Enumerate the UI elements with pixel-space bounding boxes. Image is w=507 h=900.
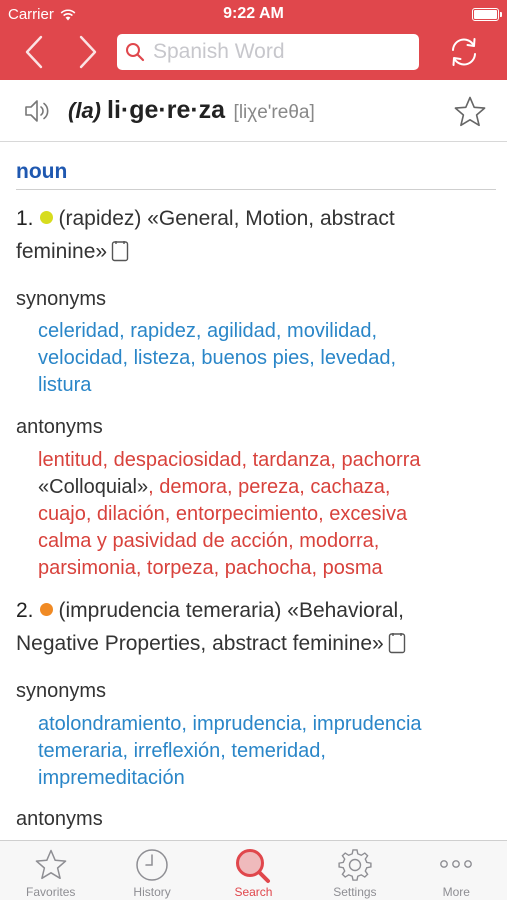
back-button[interactable] [16,34,52,70]
search-icon [125,42,145,62]
antonyms-label: antonyms [16,808,103,830]
synonyms-label: synonyms [16,288,107,310]
note-icon [388,632,406,654]
entry-header [0,80,507,142]
tab-label: More [442,885,470,899]
gear-icon [338,848,372,882]
antonyms-label: antonyms [16,416,103,438]
pronunciation: [liχe'reθa] [233,102,315,123]
tab-label: Search [234,885,273,899]
headword: li·ge·re·za [107,96,226,124]
search-icon [235,848,271,884]
sense-2 [16,594,486,664]
more-icon [438,848,474,882]
tab-label: Settings [333,885,377,899]
sense-number: 1. [16,207,34,230]
tab-bar [0,840,507,900]
status-bar [0,0,507,28]
tab-search[interactable] [203,841,304,900]
antonym-line[interactable]: , demora, pereza, cachaza, [148,476,391,498]
search-input[interactable] [153,40,403,64]
category-dot-icon [40,211,53,224]
refresh-button[interactable] [446,34,482,70]
refresh-icon [447,35,481,69]
note-button[interactable] [388,631,406,664]
star-icon [453,95,487,129]
sense-1 [16,202,486,272]
status-time: 9:22 AM [223,5,284,22]
antonym-line[interactable]: cuajo, dilación, entorpecimiento, excesiva [38,503,408,525]
headword-line [68,96,315,125]
synonym-line[interactable]: impremeditación [38,767,185,789]
tab-settings[interactable] [304,841,405,900]
speaker-icon [22,96,52,126]
article: (la) [68,98,101,123]
chevron-right-icon [77,35,99,69]
tab-label: Favorites [26,885,76,899]
carrier-label: Carrier [8,6,54,23]
favorite-button[interactable] [453,95,487,134]
search-field[interactable] [117,34,419,70]
navigation-header [0,0,507,80]
forward-button[interactable] [70,34,106,70]
tab-history[interactable] [101,841,202,900]
definition-content[interactable] [0,142,507,840]
synonym-line[interactable]: velocidad, listeza, buenos pies, levedad, [38,347,397,369]
sense-text-cont: Negative Properties, abstract feminine» [16,632,384,655]
antonyms-list[interactable] [38,447,490,582]
part-of-speech: noun [16,160,68,183]
pronounce-button[interactable] [22,96,52,131]
tab-more[interactable] [406,841,507,900]
battery-icon [472,8,499,21]
sense-text: (rapidez) «General, Motion, abstract [58,207,395,230]
sense-text: (imprudencia temeraria) «Behavioral, [58,599,405,622]
star-icon [34,848,68,882]
nav-bar [0,30,507,76]
antonym-line[interactable]: parsimonia, torpeza, pachocha, posma [38,557,383,579]
antonym-line[interactable]: calma y pasividad de acción, modorra, [38,530,380,552]
tab-label: History [133,885,171,899]
clock-icon [135,848,169,882]
synonym-line[interactable]: celeridad, rapidez, agilidad, movilidad, [38,320,378,342]
category-dot-icon [40,603,53,616]
synonyms-list[interactable] [38,711,490,792]
synonyms-list[interactable] [38,318,490,399]
sense-text-cont: feminine» [16,240,108,263]
synonym-line[interactable]: temeraria, irreflexión, temeridad, [38,740,326,762]
synonyms-label: synonyms [16,680,107,702]
synonym-line[interactable]: atolondramiento, imprudencia, imprudencia [38,713,422,735]
sense-number: 2. [16,599,34,622]
tab-favorites[interactable] [0,841,101,900]
note-icon [111,240,129,262]
antonym-line[interactable]: lentitud, despaciosidad, tardanza, pachorra [38,449,421,471]
synonym-line[interactable]: listura [38,374,92,396]
note-button[interactable] [111,239,129,272]
register-label: «Colloquial» [38,476,149,498]
chevron-left-icon [23,35,45,69]
divider [16,189,496,190]
